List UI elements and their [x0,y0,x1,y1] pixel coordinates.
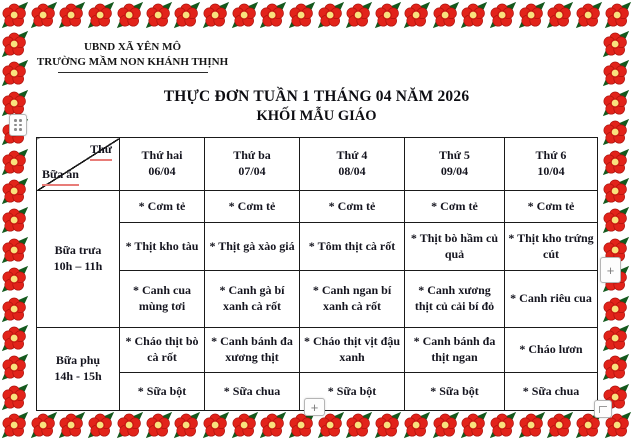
flower-ornament-icon [345,411,373,439]
org-line1: UBND XÃ YÊN MÔ [83,41,182,53]
flower-ornament-icon [116,1,144,29]
flower-ornament-icon [1,89,29,117]
day-date: 07/04 [238,164,266,178]
flower-ornament-icon [602,59,630,87]
menu-table[interactable] [36,137,598,411]
flower-ornament-icon [1,411,29,439]
flower-ornament-icon [489,411,517,439]
day-header-wed[interactable] [300,138,405,191]
flower-ornament-icon [460,411,488,439]
flower-ornament-icon [602,118,630,146]
flower-ornament-icon [575,1,603,29]
day-name: Thứ hai [141,148,183,163]
day-header-tue[interactable] [205,138,300,191]
flower-ornament-icon [30,411,58,439]
flower-ornament-icon [1,324,29,352]
menu-cell[interactable]: * Thịt gà xào giá [205,223,300,271]
flower-ornament-icon [602,353,630,381]
flower-ornament-icon [1,236,29,264]
menu-cell[interactable]: * Canh ngan bí xanh cà rốt [300,271,405,328]
flower-ornament-icon [403,411,431,439]
flower-ornament-icon [345,1,373,29]
flower-ornament-icon [460,1,488,29]
flower-ornament-icon [1,148,29,176]
flower-ornament-icon [1,30,29,58]
day-date: 06/04 [148,164,176,178]
flower-ornament-icon [1,295,29,323]
menu-cell[interactable]: * Sữa chua [205,373,300,411]
flower-ornament-icon [58,411,86,439]
flower-ornament-icon [1,383,29,411]
day-name: Thứ 5 [439,148,470,163]
flower-ornament-icon [173,411,201,439]
title-line2: KHỐI MẪU GIÁO [256,108,377,124]
menu-cell[interactable]: * Cơm tẻ [300,191,405,223]
resize-corner-icon [599,406,607,413]
menu-cell[interactable]: * Sữa bột [300,373,405,411]
flower-ornament-icon [1,265,29,293]
flower-ornament-icon [489,1,517,29]
menu-cell[interactable]: * Sữa bột [120,373,205,411]
menu-cell[interactable]: * Cơm tẻ [120,191,205,223]
day-date: 09/04 [440,164,469,178]
menu-cell[interactable]: * Canh cua mùng tơi [120,271,205,328]
flower-ornament-icon [259,1,287,29]
menu-cell[interactable]: * Tôm thịt cà rốt [300,223,405,271]
flower-ornament-icon [602,324,630,352]
flower-border-left [1,30,31,411]
section-time: 14h - 15h [54,369,102,383]
flower-ornament-icon [87,1,115,29]
flower-ornament-icon [1,353,29,381]
flower-ornament-icon [87,411,115,439]
flower-ornament-icon [259,411,287,439]
table-drag-handle[interactable] [9,114,27,136]
corner-meal-label: Bữa ăn [42,167,79,186]
section-name: Bữa trưa [54,243,102,258]
insert-row-button[interactable] [600,257,621,283]
flower-ornament-icon [432,1,460,29]
day-name: Thứ 6 [535,148,567,163]
flower-ornament-icon [604,1,632,29]
flower-ornament-icon [202,1,230,29]
flower-ornament-icon [1,206,29,234]
flower-ornament-icon [173,1,201,29]
flower-ornament-icon [116,411,144,439]
flower-ornament-icon [602,30,630,58]
day-header-thu[interactable] [405,138,505,191]
day-header-fri[interactable] [505,138,598,191]
flower-ornament-icon [518,1,546,29]
menu-cell[interactable]: * Cháo thịt vịt đậu xanh [300,328,405,373]
flower-ornament-icon [546,1,574,29]
flower-ornament-icon [288,1,316,29]
menu-cell[interactable]: * Canh bánh đa xương thịt [205,328,300,373]
flower-ornament-icon [374,1,402,29]
day-header-mon[interactable] [120,138,205,191]
table-resize-handle[interactable] [594,400,612,418]
flower-ornament-icon [58,1,86,29]
menu-cell[interactable]: * Thịt bò hầm củ quả [405,223,505,271]
day-name: Thứ ba [233,148,271,163]
flower-ornament-icon [374,411,402,439]
corner-header-cell[interactable] [37,138,120,191]
menu-cell[interactable]: * Thịt kho tàu [120,223,205,271]
flower-ornament-icon [317,1,345,29]
menu-cell[interactable]: * Canh bánh đa thịt ngan [405,328,505,373]
org-line2: TRƯỜNG MẦM NON KHÁNH THỊNH [36,55,229,68]
day-date: 10/04 [537,164,565,178]
flower-ornament-icon [602,295,630,323]
flower-border-top [1,1,632,31]
flower-ornament-icon [145,411,173,439]
flower-ornament-icon [602,89,630,117]
menu-cell[interactable]: * Cơm tẻ [505,191,598,223]
drag-dots-icon [14,119,22,131]
insert-column-button[interactable] [304,398,325,416]
org-underline [58,72,208,73]
flower-ornament-icon [231,1,259,29]
plus-icon: + [606,262,615,278]
flower-ornament-icon [602,148,630,176]
flower-ornament-icon [1,1,29,29]
flower-ornament-icon [546,411,574,439]
flower-ornament-icon [202,411,230,439]
flower-border-right [602,30,632,411]
section-time: 10h – 11h [53,259,103,273]
flower-ornament-icon [1,177,29,205]
section-name: Bữa phụ [55,353,101,368]
section-label-snack[interactable] [37,328,120,411]
flower-ornament-icon [30,1,58,29]
menu-cell[interactable]: * Cơm tẻ [205,191,300,223]
menu-cell[interactable]: * Sữa bột [405,373,505,411]
corner-day-label: Thứ [90,142,112,161]
menu-cell[interactable]: * Canh xương thịt củ cải bí đỏ [405,271,505,328]
flower-ornament-icon [1,59,29,87]
menu-cell[interactable]: * Cơm tẻ [405,191,505,223]
menu-cell[interactable]: * Canh riêu cua [505,271,598,328]
menu-cell[interactable]: * Cháo thịt bò cà rốt [120,328,205,373]
menu-cell[interactable]: * Cháo lươn [505,328,598,373]
title-line1: THỰC ĐƠN TUẦN 1 THÁNG 04 NĂM 2026 [163,88,470,105]
flower-ornament-icon [432,411,460,439]
menu-cell[interactable]: * Sữa chua [505,373,598,411]
menu-cell[interactable]: * Canh gà bí xanh cà rốt [205,271,300,328]
flower-ornament-icon [518,411,546,439]
flower-ornament-icon [145,1,173,29]
plus-icon: + [310,399,319,415]
document-title [36,88,597,125]
section-label-lunch[interactable] [37,191,120,328]
flower-ornament-icon [602,177,630,205]
day-name: Thứ 4 [336,148,368,163]
menu-cell[interactable]: * Thịt kho trứng cút [505,223,598,271]
org-header [30,40,235,73]
flower-ornament-icon [403,1,431,29]
flower-ornament-icon [602,206,630,234]
day-date: 08/04 [338,164,366,178]
flower-ornament-icon [231,411,259,439]
